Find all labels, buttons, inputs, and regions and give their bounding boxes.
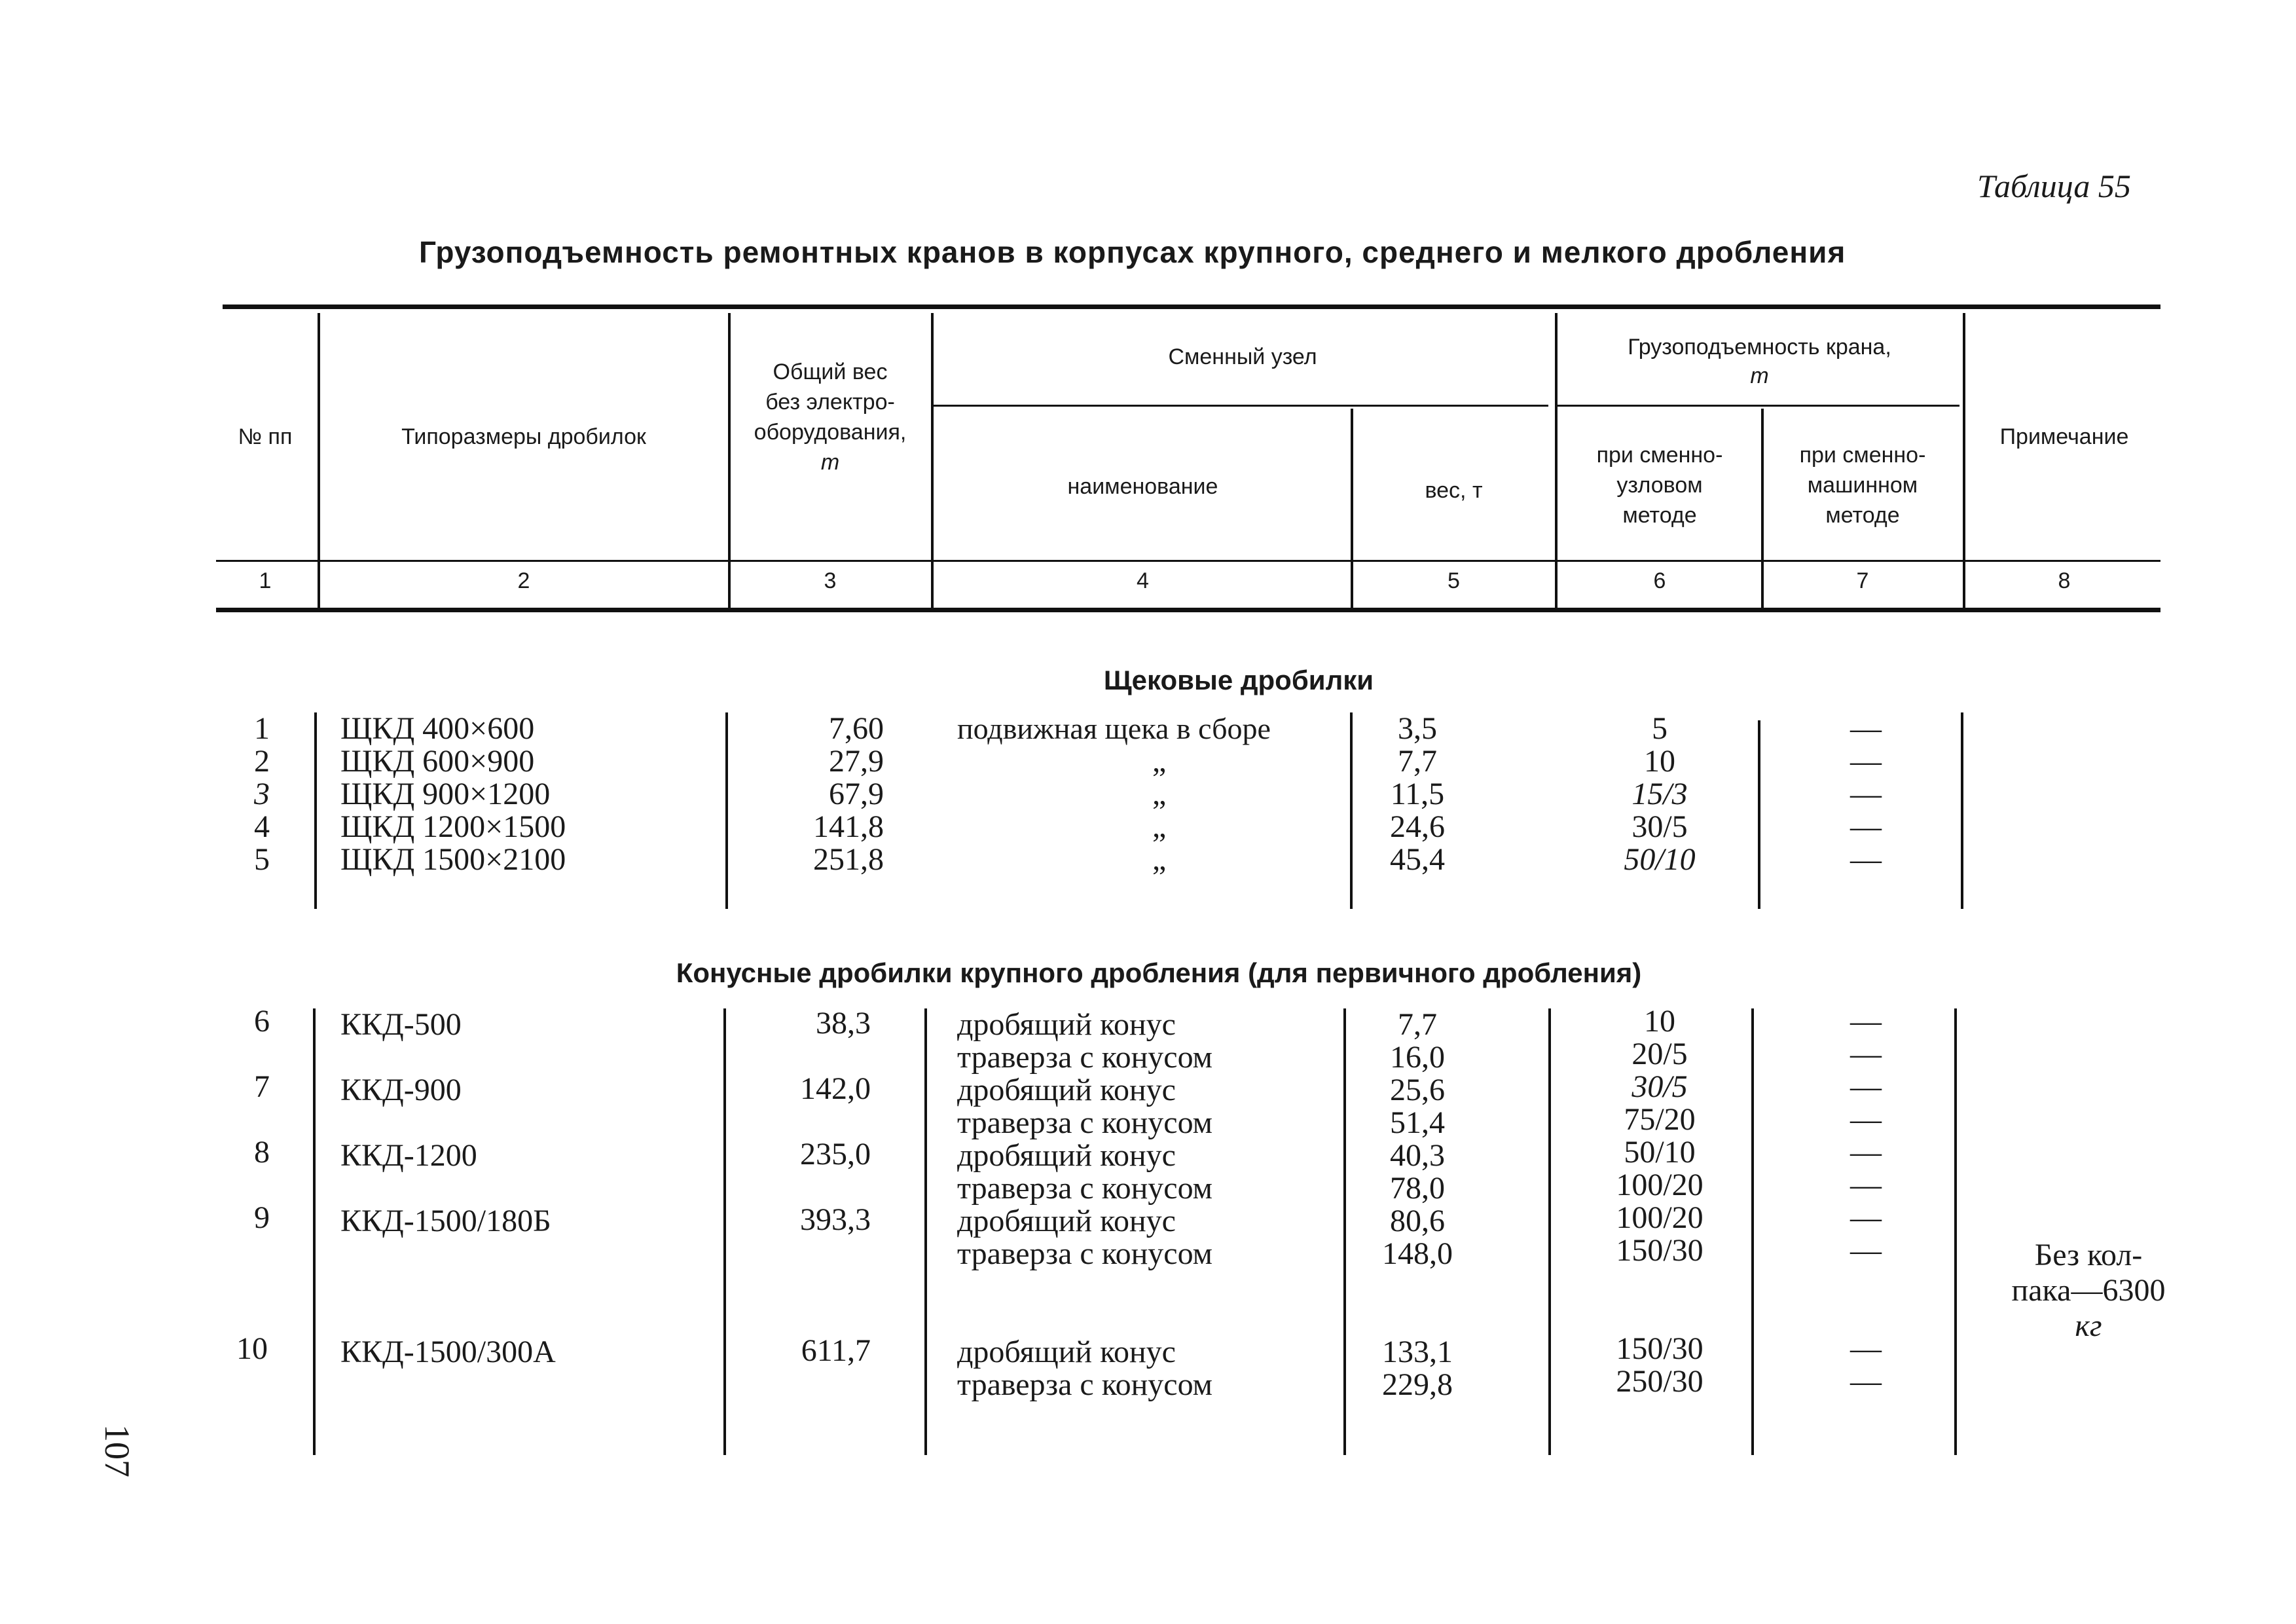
row-no: 1 [254, 711, 270, 746]
s2-divider-5 [1548, 1008, 1551, 1455]
col-number-1: 1 [259, 568, 272, 593]
row-no: 9 [254, 1200, 270, 1235]
capacity-machine-method: — [1850, 842, 1882, 877]
part-name: дробящий конус [957, 1138, 1176, 1173]
part-weight: 16,0 [1390, 1040, 1445, 1075]
capacity-node-method: 20/5 [1631, 1037, 1688, 1071]
crusher-type: ЩКД 600×900 [340, 744, 535, 779]
capacity-machine-method: — [1850, 744, 1882, 779]
row-no: 3 [254, 777, 270, 811]
part-weight: 51,4 [1390, 1105, 1445, 1140]
col-number-3: 3 [824, 568, 837, 593]
crusher-type: ЩКД 400×600 [340, 711, 535, 746]
part-name: дробящий конус [957, 1335, 1176, 1369]
total-weight: 251,8 [813, 842, 884, 877]
section-title-jaw-crushers: Щековые дробилки [1103, 665, 1374, 695]
header-divider-7 [1963, 313, 1965, 608]
crusher-type: ККД-1500/300А [340, 1335, 556, 1369]
col-number-6: 6 [1653, 568, 1666, 593]
part-weight: 24,6 [1390, 809, 1445, 844]
part-weight: 133,1 [1382, 1335, 1453, 1369]
part-name: траверза с конусом [957, 1040, 1213, 1075]
part-weight: 148,0 [1382, 1236, 1453, 1271]
part-name: траверза с конусом [957, 1105, 1213, 1140]
crusher-type: ЩКД 1200×1500 [340, 809, 566, 844]
table-top-rule [223, 304, 2160, 309]
part-weight: 3,5 [1398, 711, 1437, 746]
total-weight: 142,0 [800, 1071, 871, 1106]
s1-divider-1 [314, 712, 317, 909]
header-divider-4 [1351, 409, 1353, 608]
s2-divider-1 [313, 1008, 316, 1455]
col-number-8: 8 [2058, 568, 2071, 593]
crusher-type: ККД-1200 [340, 1138, 477, 1173]
header-divider-1 [318, 313, 320, 608]
part-name: дробящий конус [957, 1073, 1176, 1107]
header-col-types: Типоразмеры дробилок [401, 424, 646, 449]
capacity-machine-method: — [1850, 1069, 1882, 1104]
header-col-node-name: наименование [1067, 474, 1218, 499]
crusher-type: ККД-1500/180Б [340, 1204, 551, 1238]
capacity-machine-method: — [1850, 1102, 1882, 1137]
row-note: Без кол- пака—6300 кг [2011, 1238, 2166, 1343]
capacity-node-method: 5 [1652, 711, 1667, 746]
part-name: траверза с конусом [957, 1367, 1213, 1402]
header-col-capacity: Грузоподъемность крана, т [1628, 335, 1891, 388]
capacity-machine-method: — [1850, 1364, 1882, 1399]
crusher-type: ЩКД 1500×2100 [340, 842, 566, 877]
capacity-node-method: 50/10 [1624, 1135, 1696, 1170]
header-col-note: Примечание [1999, 424, 2129, 449]
part-weight: 78,0 [1390, 1171, 1445, 1206]
s1-divider-2 [725, 712, 728, 909]
part-name-ditto: „ [1152, 744, 1167, 779]
table-title: Грузоподъемность ремонтных кранов в корпусах крупного, среднего и мелкого дробления [419, 235, 1846, 269]
part-name: траверза с конусом [957, 1236, 1213, 1271]
crusher-type: ККД-900 [340, 1073, 462, 1107]
total-weight: 7,60 [829, 711, 884, 746]
header-numbers-rule [216, 560, 2160, 562]
part-name: дробящий конус [957, 1007, 1176, 1042]
capacity-machine-method: — [1850, 809, 1882, 844]
capacity-machine-method: — [1850, 1233, 1882, 1268]
capacity-node-method: 10 [1644, 1004, 1675, 1039]
part-name-ditto: „ [1152, 809, 1167, 844]
header-bottom-rule [216, 608, 2160, 612]
header-col-no: № пп [238, 424, 293, 449]
header-col-node: Сменный узел [1168, 344, 1317, 369]
total-weight: 67,9 [829, 777, 884, 811]
header-col-weight: Общий вес без электро- оборудования, т [754, 360, 907, 475]
capacity-node-method: 100/20 [1616, 1168, 1704, 1202]
total-weight: 38,3 [816, 1006, 871, 1041]
capacity-machine-method: — [1850, 777, 1882, 811]
col-number-4: 4 [1137, 568, 1149, 593]
capacity-node-method: 150/30 [1616, 1331, 1704, 1366]
capacity-node-method: 30/5 [1631, 1069, 1688, 1104]
row-no: 5 [254, 842, 270, 877]
part-weight: 40,3 [1390, 1138, 1445, 1173]
row-no: 8 [254, 1135, 270, 1170]
s1-divider-4 [1758, 720, 1760, 909]
table-caption: Таблица 55 [1977, 168, 2131, 204]
capacity-machine-method: — [1850, 1037, 1882, 1071]
capacity-node-method: 15/3 [1631, 777, 1688, 811]
part-name-ditto: „ [1152, 842, 1167, 877]
part-weight: 7,7 [1398, 744, 1437, 779]
part-name: подвижная щека в сборе [957, 712, 1271, 745]
capacity-node-method: 10 [1644, 744, 1675, 779]
part-weight: 45,4 [1390, 842, 1445, 877]
row-no: 6 [254, 1004, 270, 1039]
header-col-cap-node: при сменно- узловом методе [1596, 443, 1723, 528]
total-weight: 393,3 [800, 1202, 871, 1237]
header-col-cap-machine: при сменно- машинном методе [1799, 443, 1926, 528]
total-weight: 235,0 [800, 1137, 871, 1172]
row-no: 10 [236, 1331, 268, 1366]
capacity-machine-method: — [1850, 711, 1882, 746]
crusher-type: ККД-500 [340, 1007, 462, 1042]
capacity-node-method: 250/30 [1616, 1364, 1704, 1399]
part-weight: 80,6 [1390, 1204, 1445, 1238]
header-divider-2 [728, 313, 731, 608]
capacity-node-method: 75/20 [1624, 1102, 1696, 1137]
part-weight: 229,8 [1382, 1367, 1453, 1402]
header-col-node-weight: вес, т [1425, 478, 1483, 503]
col-number-7: 7 [1856, 568, 1869, 593]
part-weight: 25,6 [1390, 1073, 1445, 1107]
crusher-type: ЩКД 900×1200 [340, 777, 551, 811]
header-divider-6 [1761, 409, 1764, 608]
part-weight: 7,7 [1398, 1007, 1437, 1042]
capacity-node-method: 150/30 [1616, 1233, 1704, 1268]
capacity-machine-method: — [1850, 1168, 1882, 1202]
part-name: дробящий конус [957, 1204, 1176, 1238]
total-weight: 611,7 [801, 1333, 871, 1368]
capacity-machine-method: — [1850, 1004, 1882, 1039]
capacity-node-method: 100/20 [1616, 1200, 1704, 1235]
capacity-subheader-rule [1557, 405, 1959, 407]
header-divider-5 [1555, 313, 1558, 608]
node-subheader-rule [933, 405, 1548, 407]
section-title-cone-crushers: Конусные дробилки крупного дробления (для первичного дробления) [676, 957, 1642, 988]
total-weight: 27,9 [829, 744, 884, 779]
row-no: 7 [254, 1069, 270, 1104]
s2-divider-3 [924, 1008, 927, 1455]
col-number-2: 2 [517, 568, 530, 593]
part-name-ditto: „ [1152, 777, 1167, 811]
row-no: 2 [254, 744, 270, 779]
row-no: 4 [254, 809, 270, 844]
capacity-node-method: 50/10 [1624, 842, 1696, 877]
part-weight: 11,5 [1390, 777, 1445, 811]
part-name: траверза с конусом [957, 1171, 1213, 1206]
col-number-5: 5 [1448, 568, 1460, 593]
capacity-machine-method: — [1850, 1135, 1882, 1170]
capacity-machine-method: — [1850, 1200, 1882, 1235]
total-weight: 141,8 [813, 809, 884, 844]
s2-divider-4 [1343, 1008, 1346, 1455]
header-divider-3 [931, 313, 934, 608]
capacity-machine-method: — [1850, 1331, 1882, 1366]
capacity-node-method: 30/5 [1631, 809, 1688, 844]
page-number: 107 [98, 1424, 137, 1477]
